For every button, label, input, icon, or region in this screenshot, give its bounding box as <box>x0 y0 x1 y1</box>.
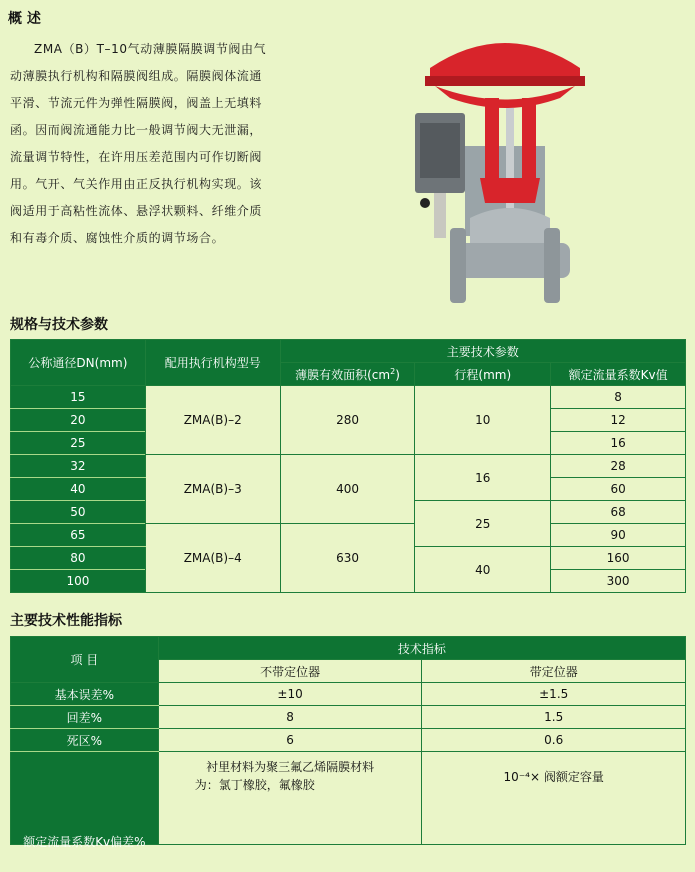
value-with-positioner: 1.5 <box>422 706 686 729</box>
stroke-cell: 10 <box>415 386 551 455</box>
overview-line: ZMA（B）T–10气动薄膜隔膜调节阀由气 <box>34 42 267 56</box>
overview-line: 平滑、节流元件为弹性隔膜阀，阀盖上无填料 <box>10 96 263 110</box>
kv-cell: 160 <box>551 547 686 570</box>
value-no-positioner: 8 <box>158 706 422 729</box>
stroke-cell: 16 <box>415 455 551 501</box>
overview-title: 概 述 <box>8 11 41 27</box>
header-area <box>280 363 415 386</box>
dn-cell: 32 <box>11 455 146 478</box>
overview-line: 用。气开、气关作用由正反执行机构实现。该 <box>10 177 263 191</box>
header-area-end: ) <box>395 367 400 382</box>
stroke-cell: 25 <box>415 501 551 547</box>
kv-cell: 68 <box>551 501 686 524</box>
perf-table <box>10 636 686 849</box>
overview-text <box>10 36 282 252</box>
overview-line: 函。因而阀流通能力比一般调节阀大无泄漏， <box>10 123 263 137</box>
stroke-cell: 40 <box>415 547 551 593</box>
header-area-text: 薄膜有效面积(cm <box>295 367 391 382</box>
leakage-value: 10⁻⁴× 阀额定容量 <box>422 752 686 845</box>
overview-line: 和有毒介质、腐蚀性介质的调节场合。 <box>10 231 225 245</box>
kv-cell: 28 <box>551 455 686 478</box>
row-label: 死区% <box>11 729 159 752</box>
value-no-positioner: 6 <box>158 729 422 752</box>
value-with-positioner: ±1.5 <box>422 683 686 706</box>
dn-cell: 20 <box>11 409 146 432</box>
kv-cell: 16 <box>551 432 686 455</box>
dn-cell: 80 <box>11 547 146 570</box>
kv-cell: 12 <box>551 409 686 432</box>
value-with-positioner: 0.6 <box>422 729 686 752</box>
lining-note <box>158 752 422 845</box>
model-cell: ZMA(B)–3 <box>145 455 280 524</box>
dn-cell: 25 <box>11 432 146 455</box>
dn-cell: 15 <box>11 386 146 409</box>
row-label-kv-deviation <box>11 752 159 849</box>
kv-cell: 90 <box>551 524 686 547</box>
lining-note-line1: 衬里材料为聚三氟乙烯隔膜材料 <box>206 760 375 774</box>
header-area-sup: 2 <box>390 366 396 376</box>
lining-note-line2: 为：氯丁橡胶，氟橡胶 <box>194 778 315 792</box>
header-model: 配用执行机构型号 <box>145 340 280 386</box>
spec-title: 规格与技术参数 <box>10 317 108 333</box>
dn-cell: 40 <box>11 478 146 501</box>
model-cell: ZMA(B)–4 <box>145 524 280 593</box>
dn-cell: 65 <box>11 524 146 547</box>
kv-cell: 300 <box>551 570 686 593</box>
area-cell: 400 <box>280 455 415 524</box>
kv-deviation-label: 额定流量系数Kv偏差% <box>23 835 146 849</box>
perf-title: 主要技术性能指标 <box>10 613 122 629</box>
model-cell: ZMA(B)–2 <box>145 386 280 455</box>
header-item: 项 目 <box>11 637 159 683</box>
value-no-positioner: ±10 <box>158 683 422 706</box>
header-stroke: 行程(mm) <box>415 363 551 386</box>
row-label: 基本误差% <box>11 683 159 706</box>
diaphragm-valve-image <box>410 28 600 310</box>
dn-cell: 50 <box>11 501 146 524</box>
area-cell: 630 <box>280 524 415 593</box>
spec-table <box>10 339 686 593</box>
row-label: 回差% <box>11 706 159 729</box>
dn-cell: 100 <box>11 570 146 593</box>
header-no-positioner: 不带定位器 <box>158 660 422 683</box>
header-main-params: 主要技术参数 <box>280 340 685 363</box>
header-tech: 技术指标 <box>158 637 685 660</box>
area-cell: 280 <box>280 386 415 455</box>
overview-line: 动薄膜执行机构和隔膜阀组成。隔膜阀体流通 <box>10 69 263 83</box>
kv-cell: 60 <box>551 478 686 501</box>
header-with-positioner: 带定位器 <box>422 660 686 683</box>
overview-line: 流量调节特性，在许用压差范围内可作切断阀 <box>10 150 263 164</box>
kv-cell: 8 <box>551 386 686 409</box>
overview-line: 阀适用于高粘性流体、悬浮状颗料、纤维介质 <box>10 204 263 218</box>
header-dn: 公称通径DN(mm) <box>11 340 146 386</box>
header-kv: 额定流量系数Kv值 <box>551 363 686 386</box>
